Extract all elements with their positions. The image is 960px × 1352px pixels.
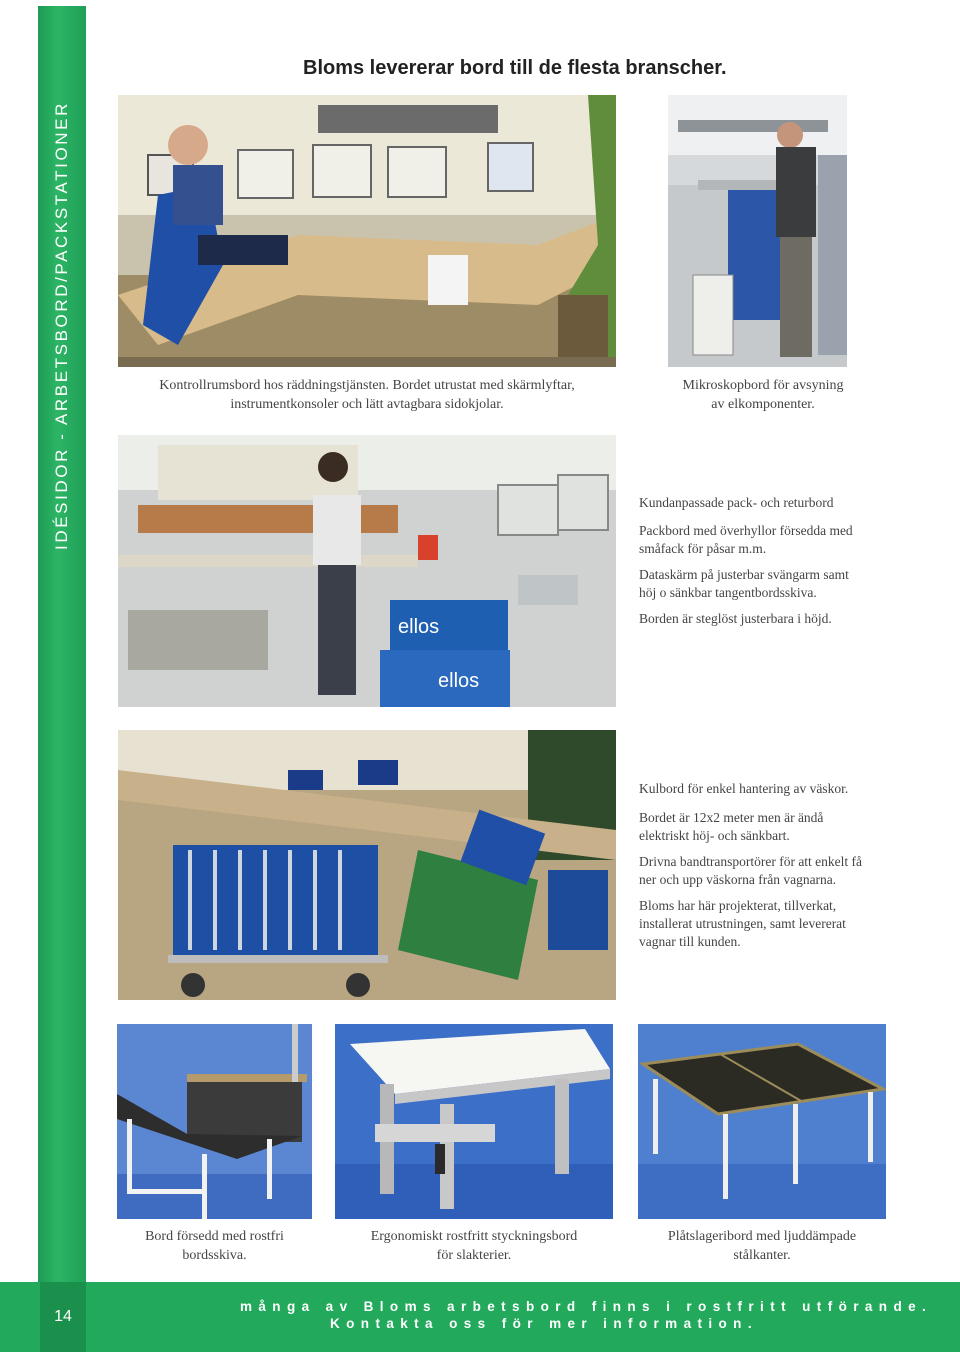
- sheetmetal-table-photo: [638, 1024, 886, 1219]
- caption-line: Ergonomiskt rostfritt styckningsbord: [370, 1229, 578, 1244]
- ergonomic-table-photo: [335, 1024, 613, 1219]
- ergonomic-caption: [335, 1227, 613, 1265]
- description-line: Dataskärm på justerbar svängarm samt höj o sänkbar tangentbordsskiva.: [639, 567, 849, 600]
- page-number: 14: [40, 1282, 86, 1352]
- footer-line-2: Kontakta oss för mer information.: [330, 1316, 758, 1331]
- stainless-caption: [117, 1227, 312, 1265]
- description-line: Kulbord för enkel hantering av väskor.: [639, 781, 849, 796]
- description-line: Bordet är 12x2 meter men är ändå elektriskt höj- och sänkbart.: [639, 810, 824, 843]
- roller-table-photo: [118, 730, 616, 1000]
- description-line: Borden är steglöst justerbara i höjd.: [639, 611, 832, 626]
- microscope-photo: [668, 95, 847, 367]
- sheetmetal-caption: [638, 1227, 886, 1265]
- caption-line: av elkomponenter.: [711, 397, 815, 412]
- box-label: ellos: [438, 670, 480, 692]
- packing-description: [639, 494, 854, 636]
- page-headline: Bloms levererar bord till de flesta branscher.: [303, 57, 727, 79]
- section-title: IDÉSIDOR - ARBETSBORD/PACKSTATIONER: [52, 101, 71, 550]
- stainless-table-photo: [117, 1024, 312, 1219]
- description-line: Drivna bandtransportörer för att enkelt få ner och upp väskorna från vagnarna.: [639, 854, 863, 887]
- caption-line: Bord försedd med rostfri: [145, 1229, 284, 1244]
- box-label: ellos: [398, 616, 440, 638]
- description-line: Kundanpassade pack- och returbord: [639, 495, 834, 510]
- description-line: Packbord med överhyllor försedda med småfack för påsar m.m.: [639, 523, 853, 556]
- footer-line-1: många av Bloms arbetsbord finns i rostfritt utförande.: [240, 1299, 933, 1314]
- caption-line: för slakterier.: [436, 1248, 512, 1263]
- caption-line: bordsskiva.: [182, 1248, 247, 1263]
- description-line: Bloms har här projekterat, tillverkat, installerat utrustningen, samt levererat vagnar till kunden.: [639, 898, 846, 949]
- packing-photo: [118, 435, 616, 707]
- caption-line: Plåtslageribord med ljuddämpade: [667, 1229, 857, 1244]
- caption-line: instrumentkonsoler och lätt avtagbara sidokjolar.: [230, 397, 504, 412]
- roller-description: [639, 780, 874, 959]
- caption-line: stålkanter.: [733, 1248, 791, 1263]
- control-room-caption: [118, 376, 616, 414]
- caption-line: Mikroskopbord för avsyning: [682, 378, 844, 393]
- caption-line: Kontrollrumsbord hos räddningstjänsten. Bordet utrustat med skärmlyftar,: [159, 378, 575, 393]
- microscope-caption: [658, 376, 868, 414]
- control-room-photo: [118, 95, 616, 367]
